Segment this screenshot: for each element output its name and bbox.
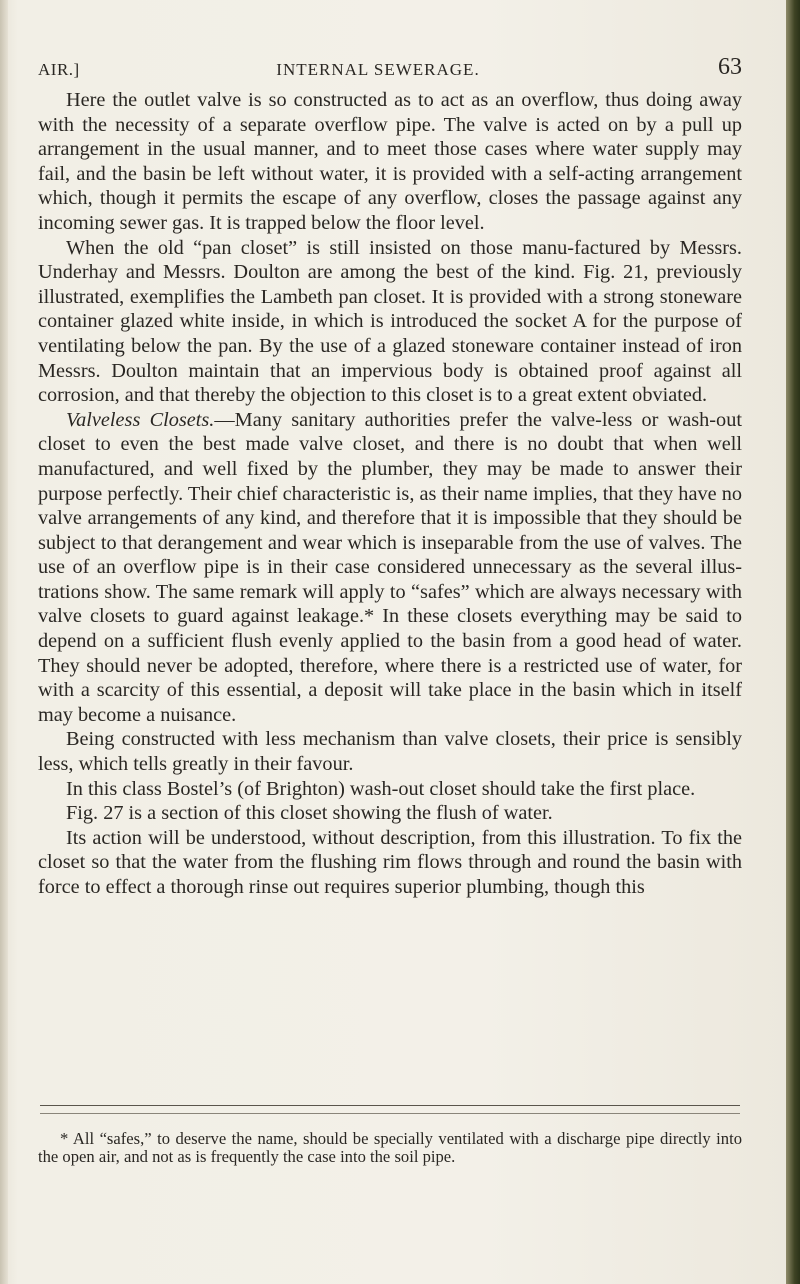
footnote-divider [40,1105,740,1106]
page-number: 63 [718,54,742,80]
book-edge [786,0,800,1284]
running-header [38,52,742,86]
footnote [38,1130,742,1165]
header-title: INTERNAL SEWERAGE. [276,60,480,79]
paragraph: Its action will be understood, without description, from this illustration. To fix the closet so that the water from the flushing rim flows through and round the basin with force to effect a thorough rinse out requires superior plumbing, though this [38,826,742,898]
page-gutter [0,0,8,1284]
paragraph: Being constructed with less mechanism than valve closets, their price is sensibly less, which tells greatly in their favour. [38,728,742,776]
paragraph: Fig. 27 is a section of this closet showing the flush of water. [66,802,553,825]
paragraph-valveless [38,408,742,728]
paragraph-text: —Many sanitary authorities prefer the valve-less or wash-out closet to even the best made valve closet, and there is no doubt that when well manufactured, and well fixed by the plumber, they may be made to answer their purpose perfectly. Their chief characteristic is, as their name implies, that they have no valve arrangements of any kind, and therefore that it is impossible that they should be subject to that derangement and wear which is inseparable from the use of valves. The use of an overflow pipe is in their case considered unnecessary as the several illus-trations show. The same remark will apply to “safes” which are always necessary with valve closets to guard against leakage.* In these closets everything may be said to depend on a sufficient flush evenly applied to the basin from a good head of water. They should never be adopted, therefore, where there is a restricted use of water, for with a scarcity of this essential, a deposit will take place in the basin which in itself may become a nuisance. [38,408,742,726]
section-subheading: Valveless Closets. [66,408,215,431]
footnote-divider-secondary [40,1113,740,1114]
paragraph: When the old “pan closet” is still insisted on those manu-factured by Messrs. Underhay and Messrs. Doulton are among the best of the kind. Fig. 21, previously illustrated, exemplifies the Lambeth pan closet. It is provided with a strong stoneware container glazed white inside, in which is introduced the socket A for the purpose of ventilating below the pan. By the use of a glazed stoneware container instead of iron Messrs. Doulton maintain that an impervious body is obtained proof against all corrosion, and that thereby the objection to this closet is to a great extent obviated. [38,236,742,407]
paragraph: In this class Bostel’s (of Brighton) wash-out closet should take the first place. [66,777,696,800]
footnote-text: * All “safes,” to deserve the name, should be specially ventilated with a discharge pipe directly into the open air, and not as is frequently the case into the soil pipe. [38,1129,742,1166]
header-section: AIR.] [38,60,80,79]
body-text [38,88,742,900]
paragraph: Here the outlet valve is so constructed as to act as an overflow, thus doing away with the necessity of a separate overflow pipe. The valve is acted on by a pull up arrangement in the usual manner, and to meet those cases where water supply may fail, and the basin be left without water, it is provided with a self-acting arrangement which, though it permits the escape of any overflow, closes the passage against any incoming sewer gas. It is trapped below the floor level. [38,89,742,234]
